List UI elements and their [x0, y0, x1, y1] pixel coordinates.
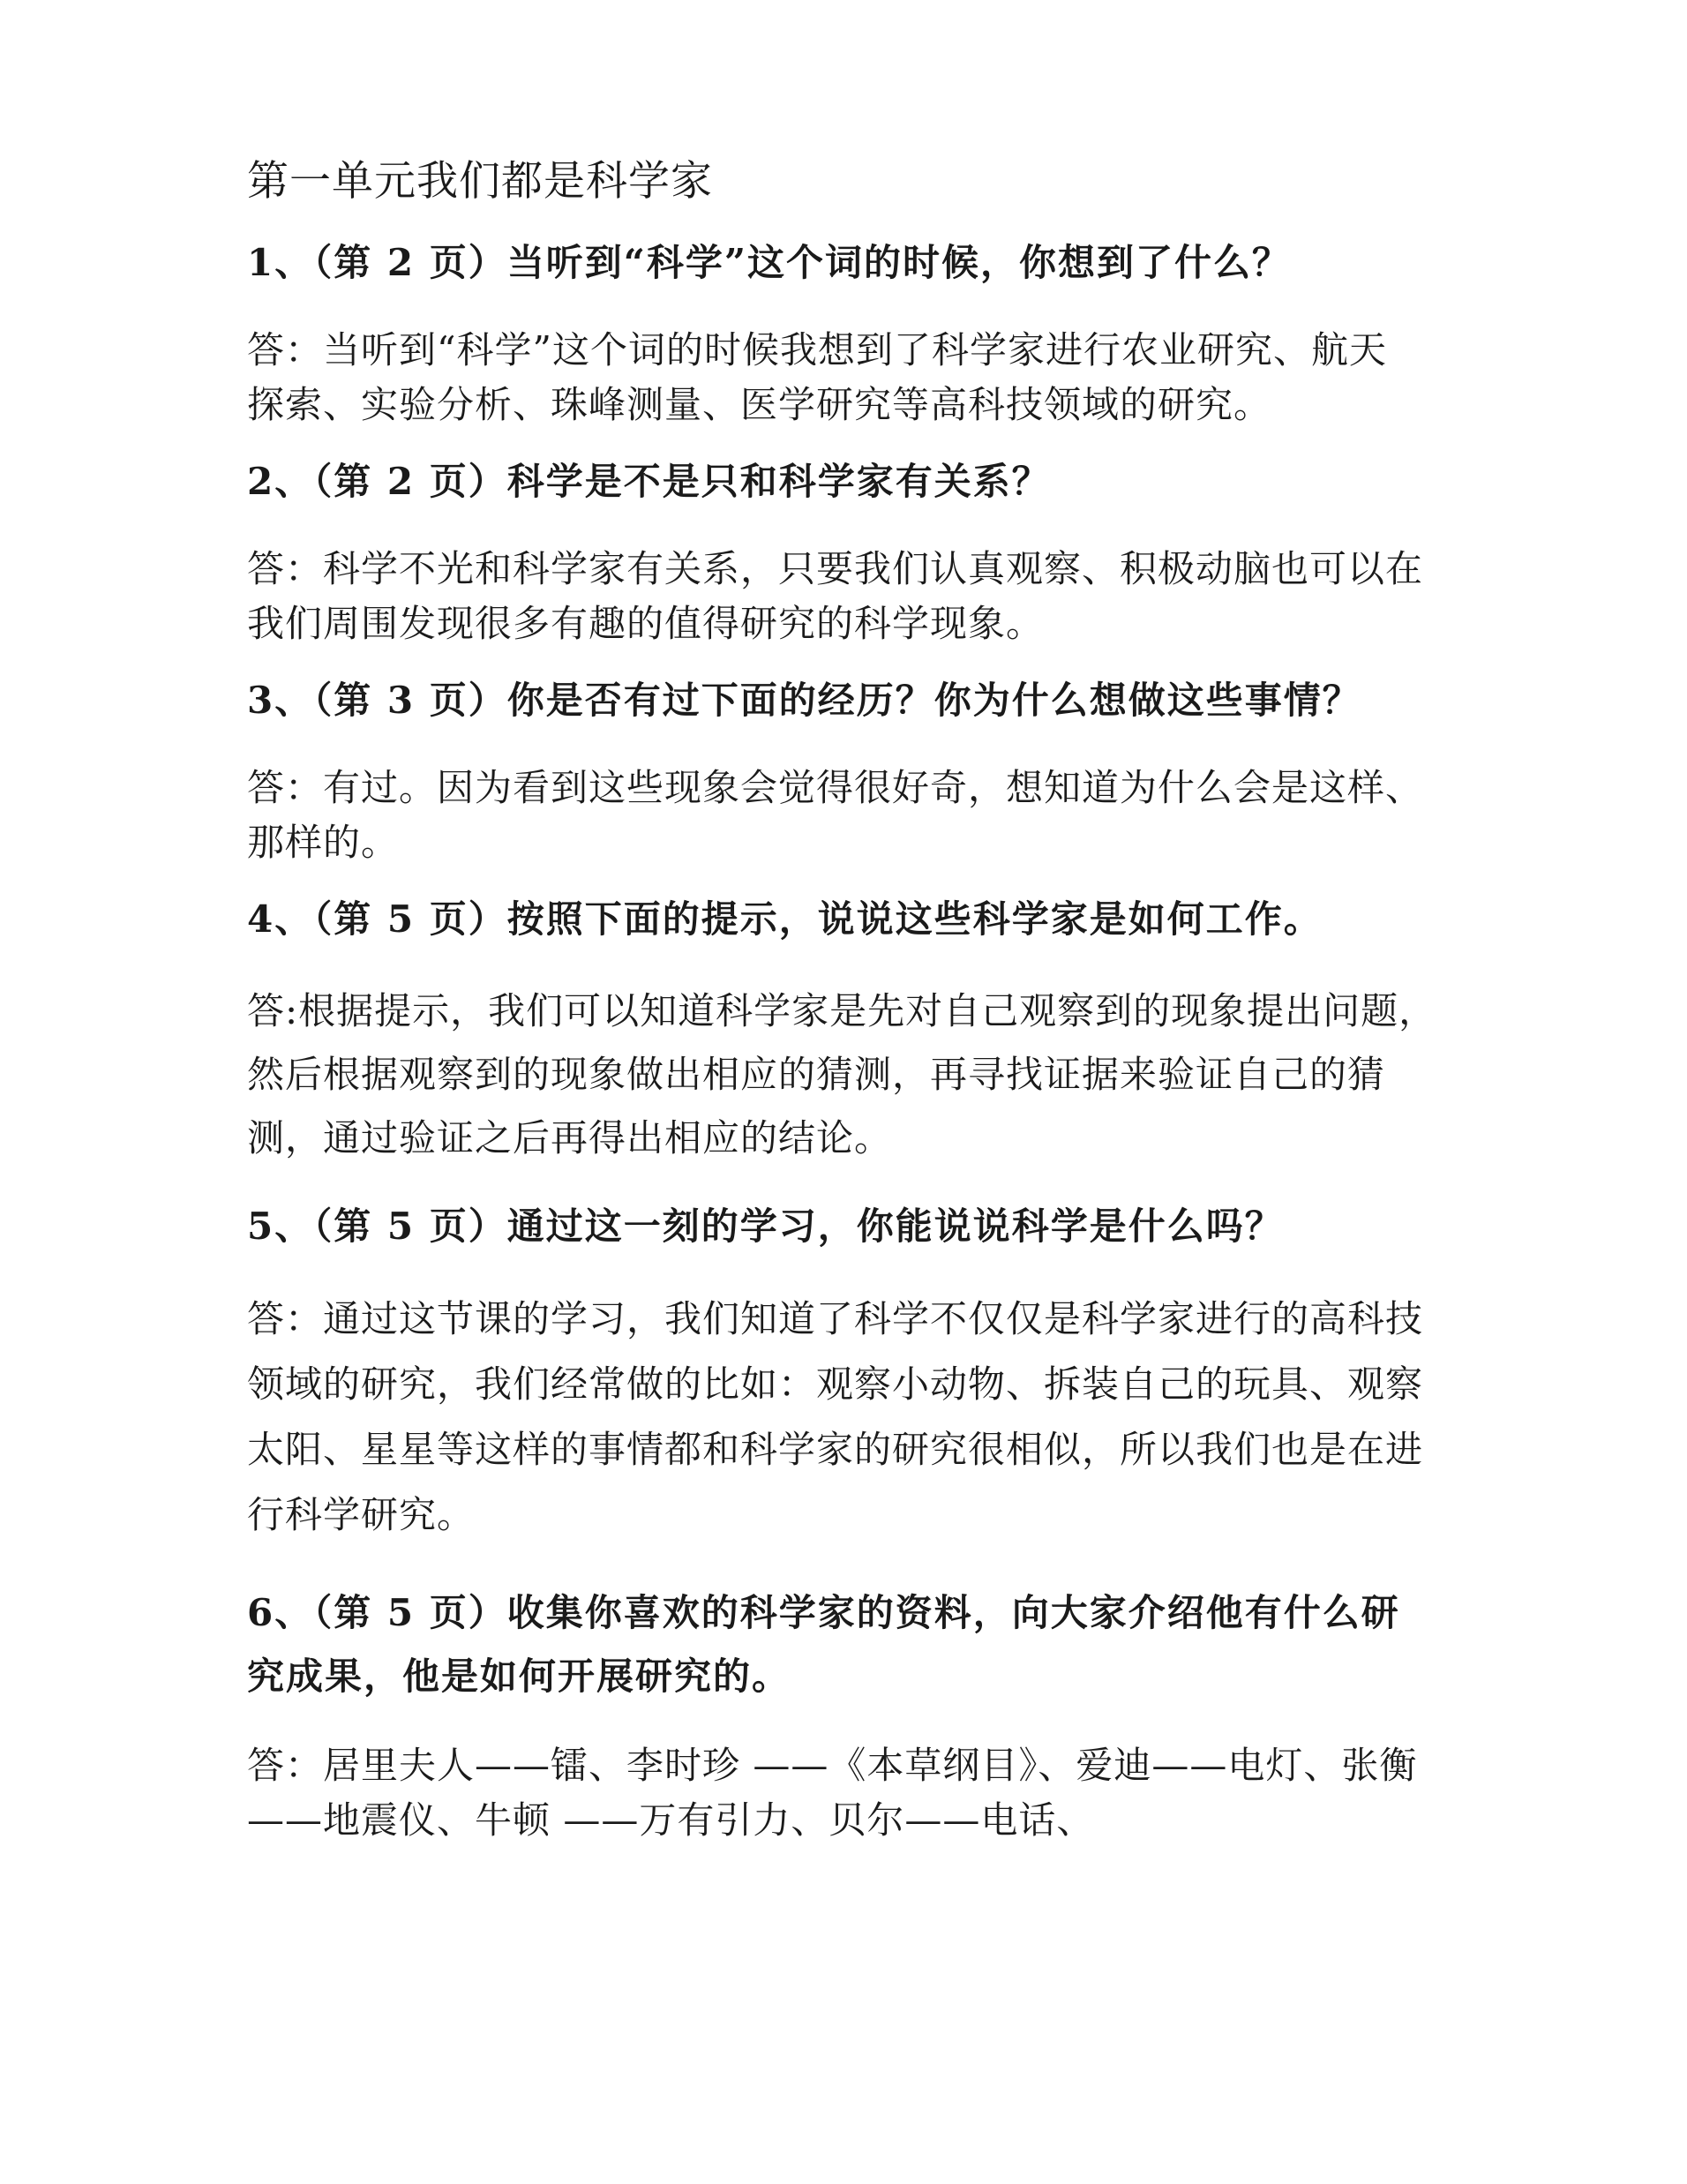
- answer-1: [247, 323, 1473, 432]
- answer-line: 答：通过这节课的学习，我们知道了科学不仅仅是科学家进行的高科技: [247, 1297, 1424, 1340]
- question-6: [247, 1581, 1473, 1708]
- answer-line: 答：居里夫人——镭、李时珍 ——《本草纲目》、爱迪——电灯、张衡: [247, 1744, 1418, 1787]
- question-line: 6、（第 5 页）收集你喜欢的科学家的资料，向大家介绍他有什么研: [247, 1591, 1400, 1634]
- question-5: [247, 1197, 1473, 1257]
- question-1: [247, 233, 1473, 293]
- document-page: [247, 150, 1473, 1867]
- answer-line: 答：有过。因为看到这些现象会觉得很好奇，想知道为什么会是这样、: [247, 766, 1424, 809]
- answer-4: [247, 979, 1473, 1170]
- answer-5: [247, 1287, 1473, 1548]
- question-2: [247, 452, 1473, 512]
- question-4: [247, 889, 1473, 949]
- answer-line: 行科学研究。: [247, 1493, 476, 1536]
- answer-line: ——地震仪、牛顿 ——万有引力、贝尔——电话、: [247, 1798, 1095, 1842]
- question-line: 5、（第 5 页）通过这一刻的学习，你能说说科学是什么吗？: [247, 1205, 1284, 1248]
- answer-line: 答:根据提示，我们可以知道科学家是先对自己观察到的现象提出问题，: [247, 989, 1437, 1032]
- answer-line: 我们周围发现很多有趣的值得研究的科学现象。: [247, 602, 1045, 645]
- question-line: 3、（第 3 页）你是否有过下面的经历？你为什么想做这些事情？: [247, 679, 1361, 722]
- answer-line: 探索、实验分析、珠峰测量、医学研究等高科技领域的研究。: [247, 383, 1272, 426]
- question-line: 究成果，他是如何开展研究的。: [247, 1655, 791, 1698]
- question-line: 2、（第 2 页）科学是不是只和科学家有关系？: [247, 460, 1051, 503]
- question-line: 1、（第 2 页）当听到“科学”这个词的时候，你想到了什么？: [247, 241, 1292, 284]
- answer-6: [247, 1738, 1473, 1848]
- answer-2: [247, 542, 1473, 651]
- answer-line: 测，通过验证之后再得出相应的结论。: [247, 1116, 893, 1160]
- question-line: 4、（第 5 页）按照下面的提示，说说这些科学家是如何工作。: [247, 897, 1323, 941]
- answer-line: 那样的。: [247, 821, 400, 864]
- question-3: [247, 671, 1473, 731]
- answer-line: 答：当听到“科学”这个词的时候我想到了科学家进行农业研究、航天: [247, 328, 1387, 372]
- answer-line: 领域的研究，我们经常做的比如：观察小动物、拆装自己的玩具、观察: [247, 1362, 1424, 1406]
- answer-3: [247, 761, 1473, 870]
- answer-line: 太阳、星星等这样的事情都和科学家的研究很相似，所以我们也是在进: [247, 1428, 1424, 1471]
- answer-line: 答：科学不光和科学家有关系，只要我们认真观察、积极动脑也可以在: [247, 547, 1424, 590]
- answer-line: 然后根据观察到的现象做出相应的猜测，再寻找证据来验证自己的猜: [247, 1053, 1386, 1096]
- page-title: 第一单元我们都是科学家: [247, 157, 713, 206]
